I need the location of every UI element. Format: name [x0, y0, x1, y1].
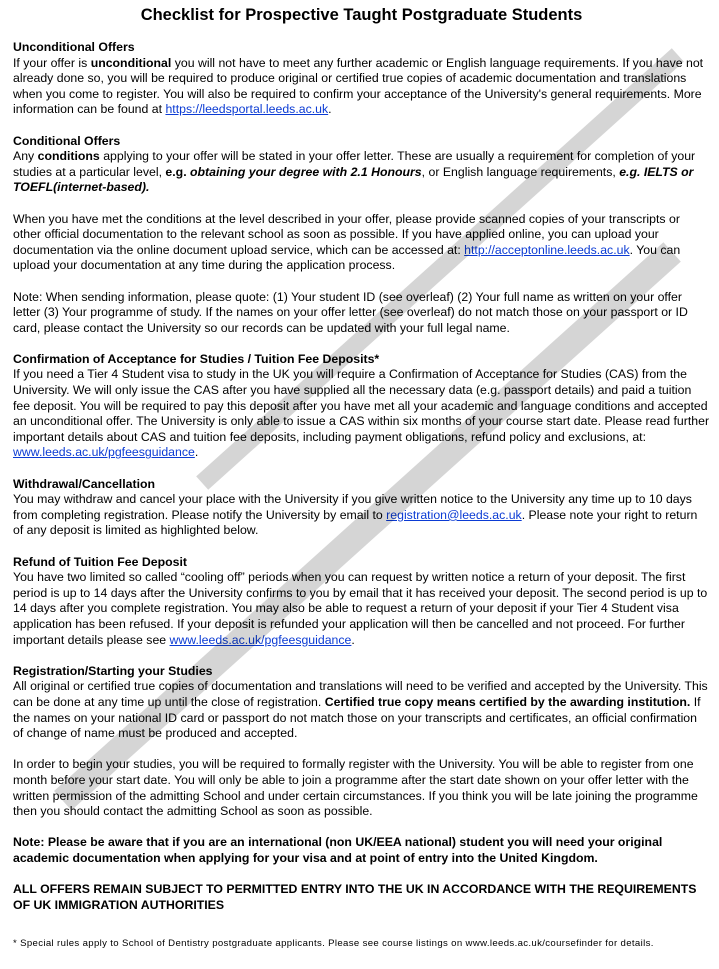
emphasis-text: Certified true copy means certified by the awarding institution.	[324, 694, 691, 709]
body-text: If your offer is	[13, 55, 91, 70]
section-body	[13, 149, 710, 196]
body-text: .	[194, 445, 199, 460]
pgfeesguidance-link[interactable]: www.leeds.ac.uk/pgfeesguidance	[169, 632, 352, 647]
emphasis-text: unconditional	[90, 55, 172, 70]
section-heading: Unconditional Offers	[13, 40, 135, 54]
body-text: you will not have to meet any further academic or English language requirements. If you have not already done so, you will be required to produce original or certified true copies of academic documentation and translations when you come to register. You will also be required to confirm your acceptance of the University's general requirements. More information can be found at	[13, 55, 704, 117]
footnote: * Special rules apply to School of Dentistry postgraduate applicants. Please see course listings on www.leeds.ac.uk/coursefinder for details.	[13, 938, 654, 949]
body-text: If the names on your national ID card or passport do not match those on your transcripts and certificates, an official confirmation of change of name must be produced and accepted.	[13, 694, 701, 741]
section-registration	[13, 664, 710, 742]
emphasis-text: e.g. IELTS or TOEFL(internet-based).	[13, 164, 694, 195]
registration-paragraph: In order to begin your studies, you will be required to formally register with the University. You will be able to register from one month before your start date. You will only be able to join a programme after the start date shown on your offer letter with the written permission of the admitting School and under certain circumstances. If you think you will be late joining the programme then you should contact the admitting School as soon as possible.	[13, 757, 698, 819]
body-text: If you need a Tier 4 Student visa to study in the UK you will require a Confirmation of Acceptance for Studies (CAS) from the University. We will only issue the CAS after you have supplied all the necessary data (e.g. passport details) and paid a tuition fee deposit. You will be required to pay this deposit after you have met all your academic and language conditions and accepted an unconditional offer. The University is only able to issue a CAS within six months of your course start date. Please read further important details about CAS and tuition fee deposits, including payment obligations, refund policy and exclusions, at:	[13, 367, 710, 444]
section-body	[13, 570, 710, 648]
pgfeesguidance-link[interactable]: www.leeds.ac.uk/pgfeesguidance	[13, 445, 195, 460]
section-body	[13, 679, 710, 741]
section-withdrawal	[13, 477, 710, 539]
body-text: You may withdraw and cancel your place with the University if you give written notice to the University any time up to 10 days from completing registration. Please notify the University by email to	[13, 492, 692, 522]
conditional-upload-paragraph	[13, 212, 710, 274]
body-text: You have two limited so called “cooling off” periods when you can request by written notice a return of your deposit. The first period is up to 14 days after the University confirms to you by email that it has received your deposit. The second period is up to 14 days after you complete registration. You may also be able to request a return of your deposit if your Tier 4 Student visa application has been refused. If your deposit is refunded your application will then be cancelled and not proceed. For further important details please see	[13, 570, 708, 647]
section-heading: Registration/Starting your Studies	[13, 663, 213, 678]
section-heading: Withdrawal/Cancellation	[13, 476, 156, 491]
section-refund	[13, 555, 710, 649]
registration-email-link[interactable]: registration@leeds.ac.uk	[386, 507, 522, 522]
section-heading: Conditional Offers	[13, 133, 121, 148]
body-text: , or English language requirements,	[421, 164, 620, 179]
leedsportal-link[interactable]: https://leedsportal.leeds.ac.uk	[165, 102, 329, 117]
immigration-notice: ALL OFFERS REMAIN SUBJECT TO PERMITTED ENTRY INTO THE UK IN ACCORDANCE WITH THE REQUIREMENTS OF UK IMMIGRATION AUTHORITIES	[13, 882, 697, 912]
body-text: . Please note your right to return of any deposit is limited as highlighted below.	[13, 507, 698, 538]
body-text: When you have met the conditions at the level described in your offer, please provide scanned copies of your transcripts or other official documentation to the relevant school as soon as possible. If you have applied online, you can upload your documentation via the online document upload service, which can be accessed at:	[13, 211, 680, 257]
section-unconditional-offers	[13, 40, 710, 118]
body-text: Any	[13, 149, 38, 164]
page-title: Checklist for Prospective Taught Postgraduate Students	[140, 6, 583, 24]
document-page	[13, 6, 710, 929]
conditional-note-paragraph: Note: When sending information, please quote: (1) Your student ID (see overleaf) (2) Your full name as written on your offer letter (3) Your programme of study. If the names on your offer letter (see overleaf) do not match those on your passport or ID card, please contact the University so our records can be updated with your full legal name.	[13, 289, 688, 335]
body-text: applying to your offer will be stated in your offer letter. These are usually a requirement for completion of your studies at a particular level,	[13, 149, 696, 179]
section-body	[13, 492, 710, 539]
section-conditional-offers	[13, 134, 710, 196]
section-heading: Refund of Tuition Fee Deposit	[13, 554, 187, 569]
section-cas	[13, 352, 710, 461]
acceptonline-link[interactable]: http://acceptonline.leeds.ac.uk	[464, 242, 630, 257]
international-note: Note: Please be aware that if you are an international (non UK/EEA national) student you will need your original academic documentation when applying for your visa and at point of entry into the United Kingdom.	[13, 835, 663, 865]
body-text: .	[328, 102, 332, 117]
body-text: .	[351, 632, 355, 647]
emphasis-text: e.g.	[165, 164, 191, 179]
section-body	[13, 56, 710, 118]
section-heading: Confirmation of Acceptance for Studies / Tuition Fee Deposits*	[13, 351, 380, 366]
emphasis-text: obtaining your degree with 2.1 Honours	[190, 164, 422, 179]
section-body	[13, 367, 710, 461]
body-text: . You can upload your documentation at any time during the application process.	[13, 242, 681, 273]
body-text: All original or certified true copies of documentation and translations will need to be verified and accepted by the University. This can be done at any time up until the close of registration.	[13, 679, 708, 709]
emphasis-text: conditions	[37, 149, 100, 164]
